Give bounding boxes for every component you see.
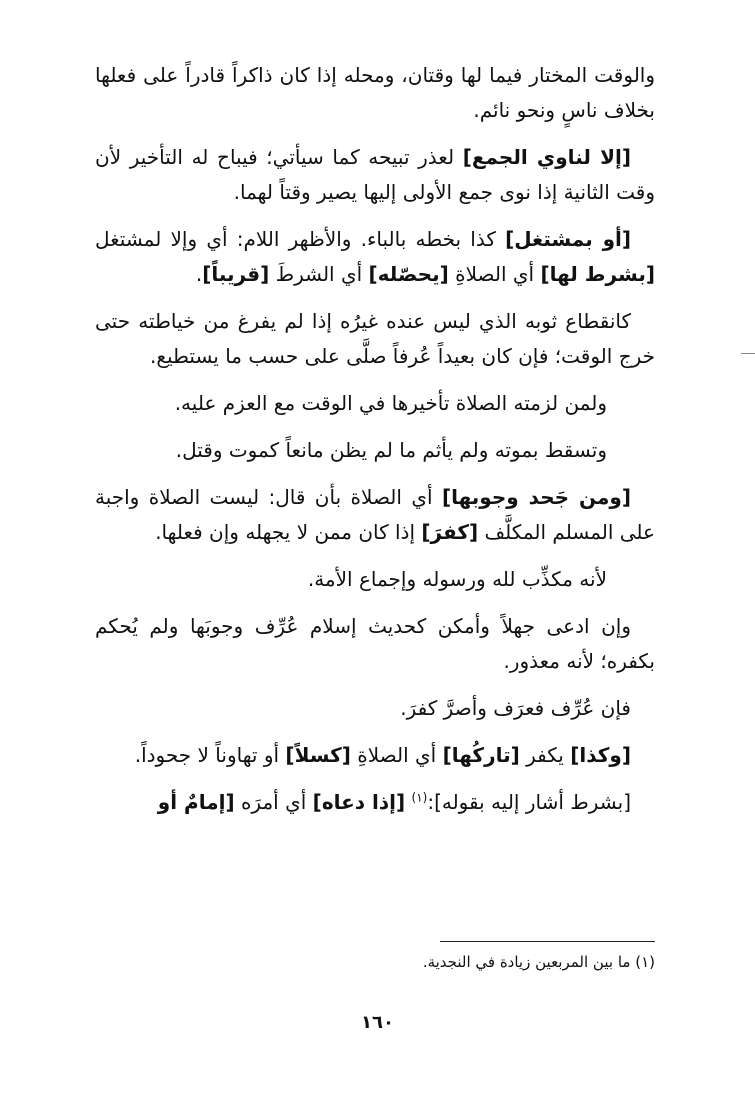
bold-term: [قريباً] — [202, 262, 270, 286]
text-segment: يكفر — [519, 743, 571, 767]
bold-term: [إذا دعاه] — [312, 790, 406, 814]
text-segment: فإن عُرِّف فعرَف وأصرَّ كفرَ. — [400, 696, 631, 720]
footnote-reference: (١) — [411, 790, 428, 805]
margin-mark — [741, 353, 755, 354]
paragraph — [95, 304, 655, 374]
footnote-separator — [440, 941, 655, 942]
text-segment: أي أمرَه — [234, 790, 313, 814]
text-segment: [بشرط أشار إليه بقوله]: — [427, 790, 631, 814]
bold-term: [كسلاً] — [285, 743, 351, 767]
paragraph — [95, 140, 655, 210]
text-segment: كانقطاع ثوبه الذي ليس عنده غيرُه إذا لم يفرغ من خياطته حتى خرج الوقت؛ فإن كان بعيداً عُرفاً صلَّى على حسب ما يستطيع. — [95, 309, 655, 368]
paragraph — [95, 480, 655, 550]
text-segment: ولمن لزمته الصلاة تأخيرها في الوقت مع العزم عليه. — [174, 391, 607, 415]
text-segment: لعذر تبيحه كما سيأتي؛ فيباح له التأخير لأن وقت الثانية إذا نوى جمع الأولى إليها يصير وقتاً لهما. — [95, 145, 655, 204]
page-body — [95, 58, 655, 832]
paragraph — [95, 562, 655, 597]
text-segment: كذا بخطه بالباء. والأظهر اللام: أي وإلا لمشتغل — [95, 227, 506, 251]
text-segment: أي الصلاةِ — [350, 743, 443, 767]
bold-term: [يحصّله] — [368, 262, 449, 286]
paragraph — [95, 58, 655, 128]
bold-term: [ومن جَحد وجوبها] — [441, 485, 631, 509]
text-segment: أي الصلاةِ — [448, 262, 541, 286]
bold-term: [إلا لناوي الجمع] — [462, 145, 631, 169]
paragraph — [95, 386, 655, 421]
text-segment: أو تهاوناً لا جحوداً. — [134, 743, 286, 767]
paragraph — [95, 609, 655, 679]
bold-term: [وكذا] — [570, 743, 631, 767]
bold-term: [بشرط لها] — [540, 262, 655, 286]
text-segment: لأنه مكذِّب لله ورسوله وإجماع الأمة. — [307, 567, 607, 591]
footnote-text: ما بين المربعين زيادة في النجدية. — [422, 953, 631, 971]
bold-term: [كفرَ] — [421, 520, 479, 544]
text-segment: وتسقط بموته ولم يأثم ما لم يظن مانعاً كموت وقتل. — [175, 438, 607, 462]
paragraph — [95, 433, 655, 468]
page-number: ١٦٠ — [361, 1012, 394, 1033]
bold-term: [تاركُها] — [442, 743, 520, 767]
text-segment: أي الشرطَ — [269, 262, 369, 286]
footnote — [355, 950, 655, 974]
paragraph — [95, 738, 655, 773]
text-segment: . — [195, 262, 203, 286]
bold-term: [أو بمشتغل] — [505, 227, 632, 251]
paragraph — [95, 222, 655, 292]
paragraph — [95, 691, 655, 726]
bold-term: [إمامٌ أو — [157, 790, 235, 814]
text-segment: أي الصلاة بأن قال: ليست الصلاة واجبة على المسلم المكلَّف — [95, 485, 655, 544]
text-segment: وإن ادعى جهلاً وأمكن كحديث إسلام عُرِّف وجوبَها ولم يُحكم بكفره؛ لأنه معذور. — [95, 614, 655, 673]
paragraph — [95, 785, 655, 820]
text-segment: والوقت المختار فيما لها وقتان، ومحله إذا كان ذاكراً قادراً على فعلها بخلاف ناسٍ ونحو نائم. — [95, 63, 655, 122]
footnote-marker: (١) — [635, 953, 655, 971]
text-segment: إذا كان ممن لا يجهله وإن فعلها. — [155, 520, 422, 544]
